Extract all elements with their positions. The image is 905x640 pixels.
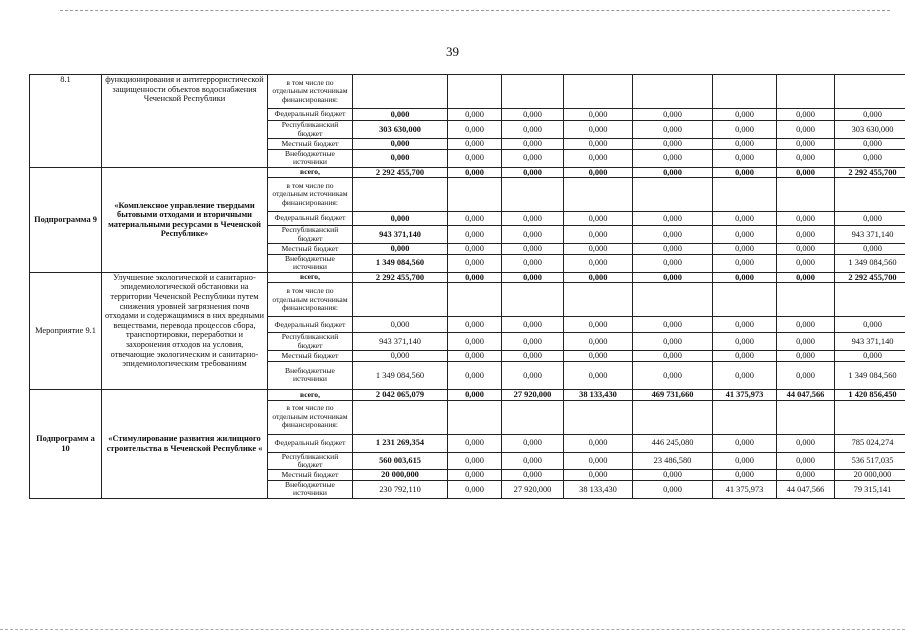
value-cell: 446 245,080 <box>633 434 713 452</box>
value-cell: 0,000 <box>713 470 777 481</box>
value-cell: 0,000 <box>448 434 502 452</box>
funding-source-cell: Местный бюджет <box>268 470 353 481</box>
value-cell <box>564 178 633 212</box>
funding-source-cell: Федеральный бюджет <box>268 317 353 333</box>
value-cell <box>448 400 502 434</box>
value-cell: 2 292 455,700 <box>353 167 448 178</box>
value-cell: 0,000 <box>448 389 502 400</box>
value-cell: 0,000 <box>633 244 713 255</box>
value-cell: 943 371,140 <box>835 226 905 244</box>
value-cell: 0,000 <box>835 149 905 167</box>
funding-source-cell: в том числе по отдельным источникам финансирования: <box>268 75 353 109</box>
value-cell: 0,000 <box>502 244 564 255</box>
funding-source-cell: Республиканский бюджет <box>268 333 353 351</box>
value-cell: 0,000 <box>713 212 777 226</box>
value-cell: 0,000 <box>564 244 633 255</box>
value-cell: 0,000 <box>777 333 835 351</box>
value-cell: 23 486,580 <box>633 452 713 470</box>
value-cell: 0,000 <box>713 361 777 389</box>
value-cell: 303 630,000 <box>353 121 448 139</box>
value-cell <box>835 283 905 317</box>
funding-source-cell: Внебюджетные источники <box>268 480 353 498</box>
value-cell: 38 133,430 <box>564 480 633 498</box>
budget-table <box>29 74 905 499</box>
value-cell: 0,000 <box>353 351 448 362</box>
value-cell: 0,000 <box>633 480 713 498</box>
value-cell: 785 024,274 <box>835 434 905 452</box>
value-cell: 0,000 <box>777 434 835 452</box>
value-cell: 0,000 <box>713 351 777 362</box>
value-cell: 0,000 <box>633 167 713 178</box>
value-cell: 0,000 <box>713 452 777 470</box>
value-cell <box>564 283 633 317</box>
value-cell: 0,000 <box>448 452 502 470</box>
value-cell: 79 315,141 <box>835 480 905 498</box>
value-cell: 0,000 <box>713 333 777 351</box>
value-cell: 0,000 <box>713 149 777 167</box>
value-cell: 0,000 <box>502 226 564 244</box>
program-id-cell: Подпрограмма 9 <box>30 167 102 272</box>
value-cell: 303 630,000 <box>835 121 905 139</box>
value-cell: 0,000 <box>564 361 633 389</box>
value-cell: 1 349 084,560 <box>835 254 905 272</box>
value-cell: 1 420 856,450 <box>835 389 905 400</box>
value-cell: 230 792,110 <box>353 480 448 498</box>
value-cell: 0,000 <box>777 121 835 139</box>
value-cell: 0,000 <box>564 109 633 121</box>
value-cell <box>502 178 564 212</box>
value-cell: 0,000 <box>564 317 633 333</box>
funding-source-cell: Внебюджетные источники <box>268 254 353 272</box>
program-id-cell: Мероприятие 9.1 <box>30 272 102 389</box>
value-cell <box>777 75 835 109</box>
value-cell: 0,000 <box>713 434 777 452</box>
value-cell: 0,000 <box>353 244 448 255</box>
value-cell: 0,000 <box>633 139 713 150</box>
value-cell <box>502 75 564 109</box>
value-cell: 0,000 <box>448 317 502 333</box>
value-cell: 0,000 <box>502 470 564 481</box>
value-cell: 0,000 <box>353 149 448 167</box>
value-cell <box>353 75 448 109</box>
funding-source-cell: Федеральный бюджет <box>268 434 353 452</box>
value-cell <box>633 283 713 317</box>
value-cell: 0,000 <box>713 226 777 244</box>
value-cell: 1 231 269,354 <box>353 434 448 452</box>
value-cell: 0,000 <box>835 351 905 362</box>
value-cell <box>835 178 905 212</box>
value-cell: 0,000 <box>633 317 713 333</box>
value-cell: 0,000 <box>777 139 835 150</box>
funding-source-cell: Внебюджетные источники <box>268 361 353 389</box>
value-cell: 0,000 <box>564 351 633 362</box>
funding-source-cell: Местный бюджет <box>268 244 353 255</box>
value-cell: 20 000,000 <box>835 470 905 481</box>
value-cell: 0,000 <box>502 149 564 167</box>
value-cell: 0,000 <box>353 212 448 226</box>
value-cell: 0,000 <box>502 351 564 362</box>
value-cell <box>448 75 502 109</box>
value-cell <box>835 75 905 109</box>
value-cell: 0,000 <box>448 361 502 389</box>
funding-source-cell: Республиканский бюджет <box>268 226 353 244</box>
value-cell: 0,000 <box>448 109 502 121</box>
value-cell: 0,000 <box>502 272 564 283</box>
value-cell <box>713 75 777 109</box>
value-cell: 0,000 <box>777 272 835 283</box>
value-cell: 2 042 065,079 <box>353 389 448 400</box>
value-cell: 0,000 <box>564 139 633 150</box>
value-cell: 0,000 <box>633 254 713 272</box>
value-cell: 20 000,000 <box>353 470 448 481</box>
value-cell <box>502 283 564 317</box>
value-cell: 0,000 <box>448 226 502 244</box>
funding-source-cell: Республиканский бюджет <box>268 121 353 139</box>
program-name-cell: Улучшение экологической и санитарно-эпидемиологической обстановки на территории Чеченской Республики путем снижения уровней загрязнения почв отходами и содержащимися в них вредными веществами, перевода процессов сбора, транспортировки, переработки и захоронения отходов на условия, отвечающие экологическим и санитарно-эпидемиологическим требованиям <box>102 272 268 389</box>
funding-source-cell: в том числе по отдельным источникам финансирования: <box>268 400 353 434</box>
value-cell: 0,000 <box>448 121 502 139</box>
value-cell: 0,000 <box>448 480 502 498</box>
value-cell: 0,000 <box>777 226 835 244</box>
value-cell: 0,000 <box>777 109 835 121</box>
funding-source-cell: всего, <box>268 272 353 283</box>
value-cell: 0,000 <box>502 212 564 226</box>
value-cell: 0,000 <box>777 317 835 333</box>
value-cell: 0,000 <box>502 139 564 150</box>
funding-source-cell: Местный бюджет <box>268 139 353 150</box>
value-cell: 0,000 <box>633 333 713 351</box>
funding-source-cell: в том числе по отдельным источникам финансирования: <box>268 178 353 212</box>
value-cell: 0,000 <box>353 139 448 150</box>
value-cell: 0,000 <box>502 333 564 351</box>
value-cell: 0,000 <box>777 254 835 272</box>
value-cell: 0,000 <box>777 167 835 178</box>
value-cell: 0,000 <box>448 333 502 351</box>
program-id-cell: Подпрограмм а 10 <box>30 389 102 498</box>
value-cell <box>777 178 835 212</box>
value-cell: 943 371,140 <box>353 226 448 244</box>
value-cell: 0,000 <box>633 121 713 139</box>
value-cell <box>777 283 835 317</box>
budget-table-body <box>30 75 905 499</box>
value-cell <box>564 75 633 109</box>
value-cell: 0,000 <box>564 167 633 178</box>
value-cell: 0,000 <box>353 317 448 333</box>
value-cell: 0,000 <box>448 149 502 167</box>
value-cell: 0,000 <box>564 434 633 452</box>
value-cell: 0,000 <box>448 272 502 283</box>
value-cell: 536 517,035 <box>835 452 905 470</box>
value-cell: 0,000 <box>713 121 777 139</box>
value-cell: 0,000 <box>633 109 713 121</box>
funding-source-cell: всего, <box>268 167 353 178</box>
value-cell: 0,000 <box>633 351 713 362</box>
value-cell: 0,000 <box>564 333 633 351</box>
value-cell: 0,000 <box>777 361 835 389</box>
funding-source-cell: Внебюджетные источники <box>268 149 353 167</box>
value-cell: 0,000 <box>564 212 633 226</box>
value-cell: 0,000 <box>502 121 564 139</box>
value-cell <box>633 400 713 434</box>
value-cell: 0,000 <box>633 361 713 389</box>
value-cell <box>713 283 777 317</box>
value-cell <box>713 400 777 434</box>
program-name-cell: «Комплексное управление твердыми бытовыми отходами и вторичными материальными ресурсами в Чеченской Республике» <box>102 167 268 272</box>
value-cell: 2 292 455,700 <box>353 272 448 283</box>
value-cell: 0,000 <box>633 226 713 244</box>
value-cell: 0,000 <box>353 109 448 121</box>
funding-source-cell: Местный бюджет <box>268 351 353 362</box>
value-cell: 0,000 <box>564 272 633 283</box>
funding-source-cell: Федеральный бюджет <box>268 212 353 226</box>
value-cell: 0,000 <box>713 244 777 255</box>
value-cell: 0,000 <box>777 470 835 481</box>
value-cell: 0,000 <box>448 139 502 150</box>
value-cell: 0,000 <box>713 167 777 178</box>
value-cell: 0,000 <box>713 109 777 121</box>
scan-edge-bottom <box>0 629 905 630</box>
value-cell: 0,000 <box>777 452 835 470</box>
value-cell: 0,000 <box>713 272 777 283</box>
value-cell <box>633 178 713 212</box>
value-cell <box>713 178 777 212</box>
funding-source-cell: Федеральный бюджет <box>268 109 353 121</box>
value-cell: 1 349 084,560 <box>353 254 448 272</box>
value-cell: 0,000 <box>713 317 777 333</box>
value-cell: 0,000 <box>448 254 502 272</box>
program-name-cell: функционирования и антитеррористической защищенности объектов водоснабжения Чеченской Республики <box>102 75 268 168</box>
value-cell: 0,000 <box>835 317 905 333</box>
program-id-cell: 8.1 <box>30 75 102 168</box>
value-cell: 0,000 <box>835 139 905 150</box>
value-cell: 0,000 <box>564 470 633 481</box>
value-cell: 0,000 <box>448 212 502 226</box>
funding-source-cell: в том числе по отдельным источникам финансирования: <box>268 283 353 317</box>
value-cell: 0,000 <box>502 109 564 121</box>
value-cell: 0,000 <box>835 244 905 255</box>
value-cell: 0,000 <box>502 434 564 452</box>
value-cell <box>777 400 835 434</box>
value-cell: 0,000 <box>564 226 633 244</box>
value-cell: 943 371,140 <box>835 333 905 351</box>
value-cell: 0,000 <box>502 254 564 272</box>
scan-edge-top <box>60 10 890 11</box>
value-cell: 0,000 <box>502 452 564 470</box>
table-row <box>30 272 905 283</box>
value-cell: 560 003,615 <box>353 452 448 470</box>
value-cell: 0,000 <box>448 351 502 362</box>
value-cell: 41 375,973 <box>713 480 777 498</box>
value-cell: 41 375,973 <box>713 389 777 400</box>
value-cell: 27 920,000 <box>502 480 564 498</box>
page-number: 39 <box>446 44 459 59</box>
value-cell: 0,000 <box>448 470 502 481</box>
value-cell: 0,000 <box>502 317 564 333</box>
value-cell <box>448 283 502 317</box>
value-cell: 469 731,660 <box>633 389 713 400</box>
value-cell: 44 047,566 <box>777 480 835 498</box>
value-cell: 0,000 <box>564 121 633 139</box>
table-row <box>30 167 905 178</box>
value-cell: 0,000 <box>502 361 564 389</box>
value-cell: 1 349 084,560 <box>835 361 905 389</box>
value-cell: 0,000 <box>633 212 713 226</box>
value-cell <box>353 400 448 434</box>
value-cell <box>448 178 502 212</box>
table-row <box>30 75 905 109</box>
value-cell: 2 292 455,700 <box>835 272 905 283</box>
value-cell: 0,000 <box>835 109 905 121</box>
value-cell <box>353 283 448 317</box>
value-cell: 0,000 <box>777 149 835 167</box>
funding-source-cell: всего, <box>268 389 353 400</box>
value-cell: 0,000 <box>713 254 777 272</box>
value-cell: 0,000 <box>777 244 835 255</box>
value-cell: 1 349 084,560 <box>353 361 448 389</box>
value-cell <box>835 400 905 434</box>
funding-source-cell: Республиканский бюджет <box>268 452 353 470</box>
table-row <box>30 389 905 400</box>
value-cell <box>633 75 713 109</box>
value-cell: 0,000 <box>502 167 564 178</box>
value-cell: 2 292 455,700 <box>835 167 905 178</box>
value-cell: 0,000 <box>564 452 633 470</box>
value-cell: 943 371,140 <box>353 333 448 351</box>
value-cell: 0,000 <box>633 470 713 481</box>
value-cell: 44 047,566 <box>777 389 835 400</box>
value-cell: 0,000 <box>564 254 633 272</box>
value-cell: 0,000 <box>448 167 502 178</box>
value-cell: 0,000 <box>633 272 713 283</box>
value-cell <box>353 178 448 212</box>
value-cell: 0,000 <box>835 212 905 226</box>
value-cell: 0,000 <box>777 212 835 226</box>
value-cell: 38 133,430 <box>564 389 633 400</box>
value-cell <box>564 400 633 434</box>
value-cell <box>502 400 564 434</box>
value-cell: 0,000 <box>713 139 777 150</box>
value-cell: 0,000 <box>777 351 835 362</box>
value-cell: 0,000 <box>564 149 633 167</box>
program-name-cell: «Стимулирование развития жилищного строительства в Чеченской Республике « <box>102 389 268 498</box>
value-cell: 27 920,000 <box>502 389 564 400</box>
value-cell: 0,000 <box>633 149 713 167</box>
value-cell: 0,000 <box>448 244 502 255</box>
